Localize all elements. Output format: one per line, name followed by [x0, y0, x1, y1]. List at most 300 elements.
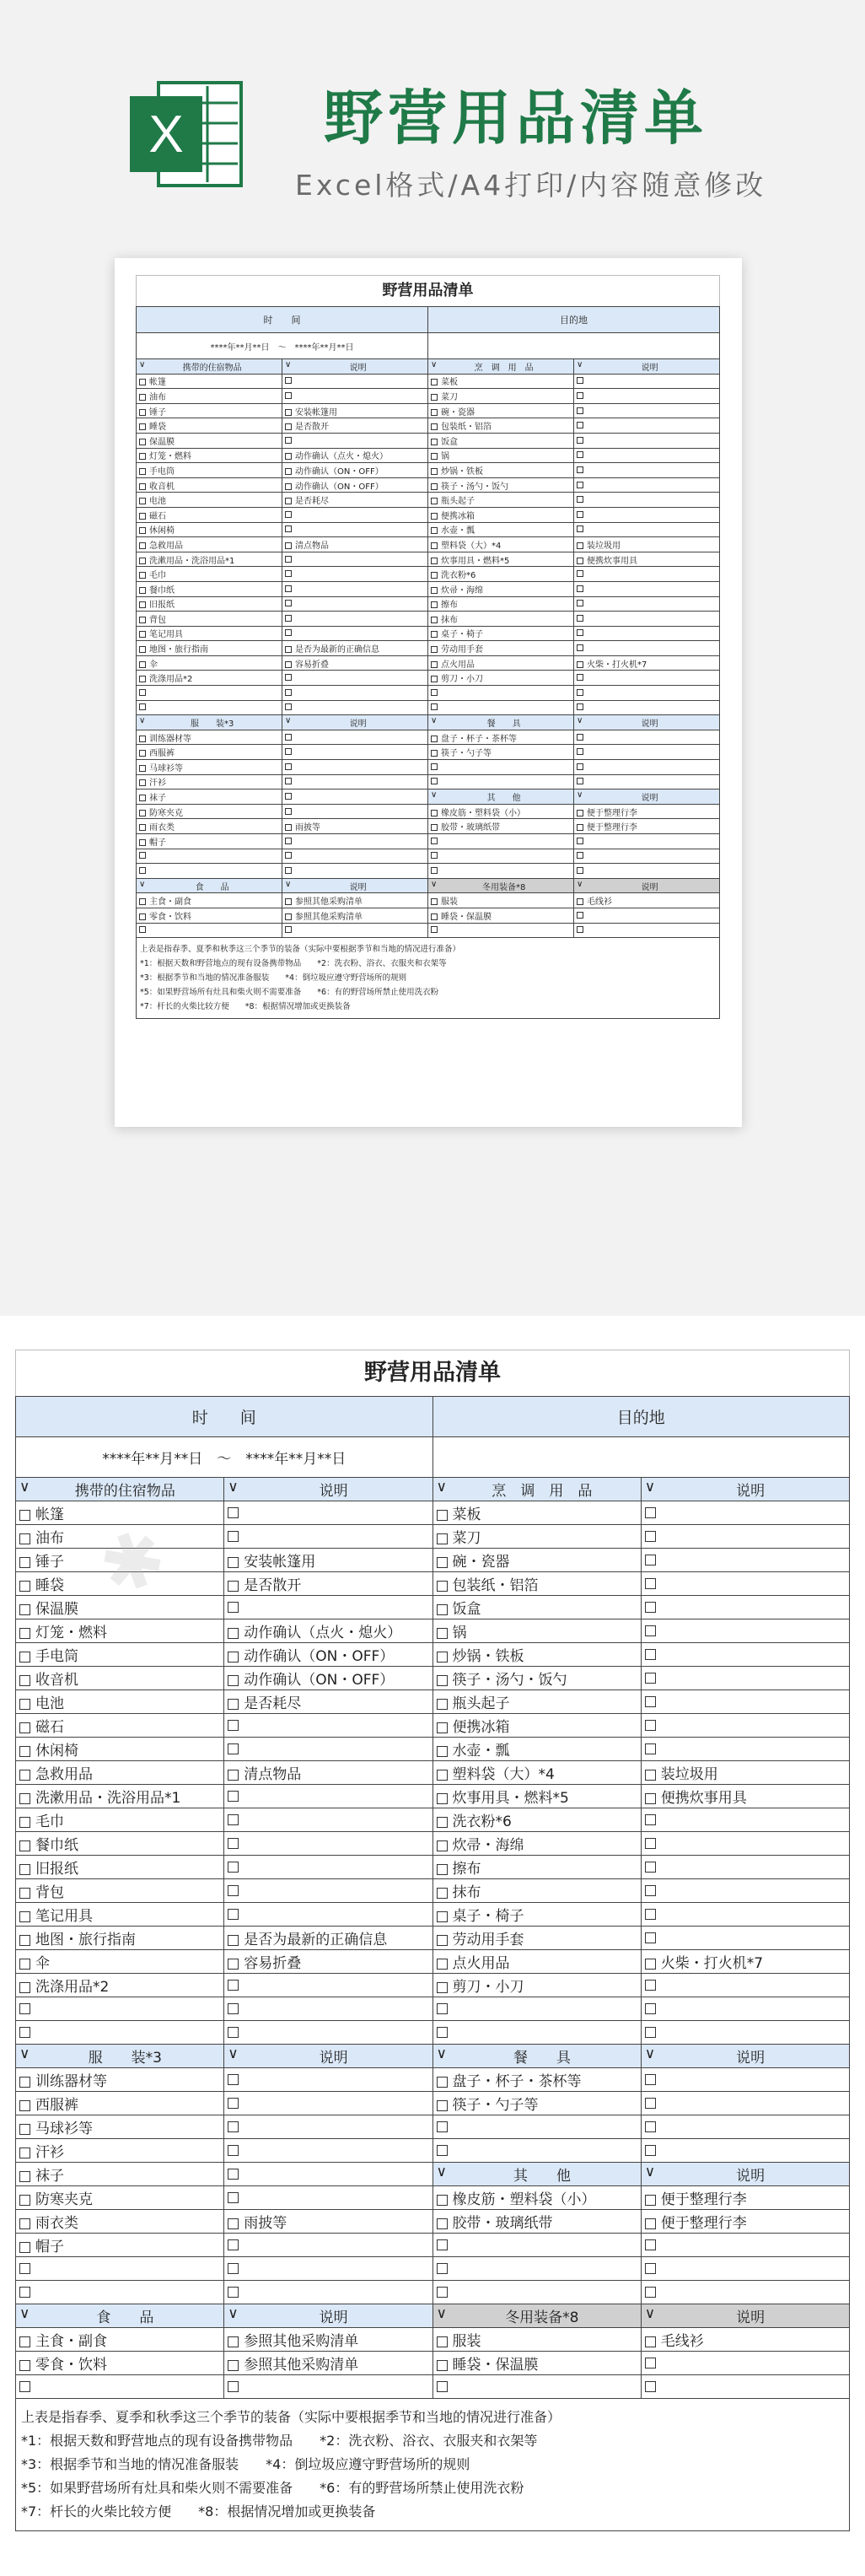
checkbox[interactable] — [431, 926, 438, 933]
checkbox[interactable] — [645, 1793, 656, 1804]
checkbox[interactable] — [285, 867, 292, 874]
checkbox[interactable] — [19, 1557, 30, 1568]
checkbox[interactable] — [19, 2381, 30, 2392]
checkbox[interactable] — [228, 2145, 239, 2156]
checkbox[interactable] — [431, 468, 438, 475]
checkbox[interactable] — [228, 1675, 239, 1686]
checkbox[interactable] — [228, 2381, 239, 2392]
checkbox[interactable] — [285, 734, 292, 741]
checkbox[interactable] — [139, 617, 146, 623]
checkbox[interactable] — [285, 377, 292, 384]
checkbox[interactable] — [228, 2121, 239, 2132]
checkbox[interactable] — [431, 661, 438, 668]
checkbox[interactable] — [437, 2100, 448, 2111]
checkbox[interactable] — [437, 2287, 448, 2298]
chevron-down-icon[interactable]: ∨ — [285, 359, 292, 369]
checkbox[interactable] — [285, 615, 292, 622]
checkbox[interactable] — [645, 1649, 656, 1660]
checkbox[interactable] — [577, 525, 583, 532]
checkbox[interactable] — [285, 778, 292, 784]
checkbox[interactable] — [228, 2287, 239, 2298]
checkbox[interactable] — [577, 644, 583, 651]
checkbox[interactable] — [431, 527, 438, 534]
checkbox[interactable] — [645, 1625, 656, 1636]
checkbox[interactable] — [139, 409, 146, 416]
checkbox[interactable] — [577, 451, 583, 458]
checkbox[interactable] — [19, 1722, 30, 1733]
checkbox[interactable] — [431, 750, 438, 757]
destination-value[interactable] — [428, 333, 720, 359]
checkbox[interactable] — [19, 2195, 30, 2206]
checkbox[interactable] — [19, 2242, 30, 2253]
checkbox[interactable] — [285, 661, 292, 668]
checkbox[interactable] — [431, 810, 438, 816]
checkbox[interactable] — [431, 439, 438, 445]
checkbox[interactable] — [228, 2192, 239, 2203]
checkbox[interactable] — [228, 1862, 239, 1873]
checkbox[interactable] — [431, 572, 438, 579]
checkbox[interactable] — [577, 511, 583, 518]
checkbox[interactable] — [431, 379, 438, 385]
checkbox[interactable] — [139, 483, 146, 490]
checkbox[interactable] — [19, 2027, 30, 2038]
checkbox[interactable] — [228, 1909, 239, 1920]
checkbox[interactable] — [437, 2360, 448, 2371]
checkbox[interactable] — [139, 646, 146, 653]
checkbox[interactable] — [431, 838, 438, 844]
checkbox[interactable] — [139, 852, 146, 859]
checkbox[interactable] — [19, 1628, 30, 1639]
checkbox[interactable] — [577, 558, 583, 564]
checkbox[interactable] — [437, 1817, 448, 1828]
checkbox[interactable] — [285, 570, 292, 577]
checkbox[interactable] — [285, 748, 292, 755]
checkbox[interactable] — [577, 661, 583, 668]
checkbox[interactable] — [437, 2121, 448, 2132]
checkbox[interactable] — [431, 689, 438, 696]
checkbox[interactable] — [437, 1675, 448, 1686]
checkbox[interactable] — [431, 601, 438, 608]
checkbox[interactable] — [645, 2381, 656, 2392]
checkbox[interactable] — [19, 1959, 30, 1970]
checkbox[interactable] — [228, 1557, 239, 1568]
checkbox[interactable] — [228, 1531, 239, 1542]
checkbox[interactable] — [577, 570, 583, 577]
checkbox[interactable] — [19, 2171, 30, 2182]
checkbox[interactable] — [645, 1909, 656, 1920]
checkbox[interactable] — [139, 631, 146, 638]
checkbox[interactable] — [645, 2239, 656, 2250]
date-range[interactable]: ****年**月**日 ～ ****年**月**日 — [16, 1437, 433, 1478]
checkbox[interactable] — [285, 525, 292, 532]
chevron-down-icon[interactable]: ∨ — [228, 1479, 239, 1495]
chevron-down-icon[interactable]: ∨ — [19, 2045, 30, 2062]
checkbox[interactable] — [139, 736, 146, 742]
chevron-down-icon[interactable]: ∨ — [139, 879, 146, 889]
checkbox[interactable] — [285, 703, 292, 710]
chevron-down-icon[interactable]: ∨ — [436, 2305, 447, 2322]
checkbox[interactable] — [437, 2218, 448, 2229]
checkbox[interactable] — [437, 1604, 448, 1615]
checkbox[interactable] — [645, 1743, 656, 1754]
checkbox[interactable] — [285, 793, 292, 800]
checkbox[interactable] — [228, 1838, 239, 1849]
checkbox[interactable] — [431, 483, 438, 490]
checkbox[interactable] — [139, 765, 146, 772]
checkbox[interactable] — [431, 913, 438, 920]
checkbox[interactable] — [139, 810, 146, 816]
checkbox[interactable] — [437, 2003, 448, 2014]
checkbox[interactable] — [285, 763, 292, 770]
checkbox[interactable] — [285, 556, 292, 563]
checkbox[interactable] — [139, 513, 146, 520]
checkbox[interactable] — [431, 542, 438, 549]
checkbox[interactable] — [437, 1746, 448, 1757]
chevron-down-icon[interactable]: ∨ — [19, 2305, 30, 2322]
checkbox[interactable] — [19, 1770, 30, 1781]
checkbox[interactable] — [431, 617, 438, 623]
checkbox[interactable] — [139, 558, 146, 564]
checkbox[interactable] — [139, 750, 146, 757]
checkbox[interactable] — [19, 1581, 30, 1592]
checkbox[interactable] — [577, 867, 583, 874]
checkbox[interactable] — [285, 689, 292, 696]
checkbox[interactable] — [437, 1510, 448, 1521]
chevron-down-icon[interactable]: ∨ — [431, 359, 438, 369]
checkbox[interactable] — [437, 1533, 448, 1544]
checkbox[interactable] — [19, 1510, 30, 1521]
checkbox[interactable] — [577, 466, 583, 473]
checkbox[interactable] — [645, 1602, 656, 1613]
checkbox[interactable] — [228, 1814, 239, 1825]
checkbox[interactable] — [285, 542, 292, 549]
checkbox[interactable] — [285, 808, 292, 815]
chevron-down-icon[interactable]: ∨ — [644, 2305, 656, 2322]
checkbox[interactable] — [285, 511, 292, 518]
checkbox[interactable] — [285, 453, 292, 460]
checkbox[interactable] — [645, 1578, 656, 1589]
checkbox[interactable] — [577, 542, 583, 549]
checkbox[interactable] — [645, 1862, 656, 1873]
checkbox[interactable] — [577, 810, 583, 816]
checkbox[interactable] — [577, 852, 583, 859]
checkbox[interactable] — [431, 763, 438, 770]
checkbox[interactable] — [285, 926, 292, 933]
checkbox[interactable] — [228, 1959, 239, 1970]
checkbox[interactable] — [139, 468, 146, 475]
checkbox[interactable] — [228, 2360, 239, 2371]
checkbox[interactable] — [19, 2124, 30, 2135]
checkbox[interactable] — [285, 423, 292, 430]
checkbox[interactable] — [228, 1699, 239, 1710]
checkbox[interactable] — [645, 1980, 656, 1991]
checkbox[interactable] — [228, 1581, 239, 1592]
checkbox[interactable] — [228, 1652, 239, 1663]
checkbox[interactable] — [285, 824, 292, 831]
checkbox[interactable] — [577, 585, 583, 592]
checkbox[interactable] — [437, 2027, 448, 2038]
checkbox[interactable] — [645, 1959, 656, 1970]
checkbox[interactable] — [19, 1911, 30, 1922]
checkbox[interactable] — [228, 1980, 239, 1991]
checkbox[interactable] — [228, 2239, 239, 2250]
chevron-down-icon[interactable]: ∨ — [436, 2164, 447, 2180]
chevron-down-icon[interactable]: ∨ — [577, 359, 583, 369]
checkbox[interactable] — [645, 1932, 656, 1943]
checkbox[interactable] — [19, 1793, 30, 1804]
destination-value[interactable] — [432, 1437, 850, 1478]
checkbox[interactable] — [431, 898, 438, 905]
checkbox[interactable] — [139, 898, 146, 905]
checkbox[interactable] — [228, 2169, 239, 2180]
checkbox[interactable] — [437, 1888, 448, 1899]
checkbox[interactable] — [19, 2263, 30, 2274]
checkbox[interactable] — [285, 498, 292, 504]
checkbox[interactable] — [285, 674, 292, 681]
checkbox[interactable] — [577, 600, 583, 606]
checkbox[interactable] — [577, 407, 583, 414]
checkbox[interactable] — [431, 867, 438, 874]
checkbox[interactable] — [139, 779, 146, 786]
checkbox[interactable] — [139, 527, 146, 534]
checkbox[interactable] — [228, 1935, 239, 1946]
checkbox[interactable] — [19, 2003, 30, 2014]
checkbox[interactable] — [645, 2074, 656, 2085]
checkbox[interactable] — [431, 423, 438, 430]
checkbox[interactable] — [645, 2218, 656, 2229]
chevron-down-icon[interactable]: ∨ — [436, 1479, 447, 1495]
checkbox[interactable] — [645, 1531, 656, 1542]
chevron-down-icon[interactable]: ∨ — [644, 2164, 656, 2180]
checkbox[interactable] — [645, 2121, 656, 2132]
checkbox[interactable] — [228, 2336, 239, 2347]
checkbox[interactable] — [645, 1555, 656, 1566]
checkbox[interactable] — [139, 453, 146, 460]
checkbox[interactable] — [228, 1507, 239, 1518]
checkbox[interactable] — [139, 394, 146, 401]
checkbox[interactable] — [139, 689, 146, 696]
checkbox[interactable] — [437, 2239, 448, 2250]
checkbox[interactable] — [19, 1675, 30, 1686]
checkbox[interactable] — [577, 926, 583, 933]
checkbox[interactable] — [431, 587, 438, 594]
checkbox[interactable] — [645, 2287, 656, 2298]
checkbox[interactable] — [19, 1935, 30, 1946]
checkbox[interactable] — [645, 1720, 656, 1731]
checkbox[interactable] — [437, 1864, 448, 1875]
checkbox[interactable] — [577, 615, 583, 622]
checkbox[interactable] — [437, 1699, 448, 1710]
checkbox[interactable] — [437, 2336, 448, 2347]
checkbox[interactable] — [228, 2027, 239, 2038]
checkbox[interactable] — [577, 838, 583, 844]
checkbox[interactable] — [139, 542, 146, 549]
checkbox[interactable] — [285, 852, 292, 859]
checkbox[interactable] — [645, 1838, 656, 1849]
checkbox[interactable] — [645, 2027, 656, 2038]
chevron-down-icon[interactable]: ∨ — [228, 2305, 239, 2322]
checkbox[interactable] — [437, 1935, 448, 1946]
checkbox[interactable] — [285, 913, 292, 920]
checkbox[interactable] — [431, 646, 438, 653]
checkbox[interactable] — [437, 1581, 448, 1592]
date-range[interactable]: ****年**月**日 ～ ****年**月**日 — [137, 333, 428, 359]
checkbox[interactable] — [228, 1602, 239, 1613]
checkbox[interactable] — [645, 2003, 656, 2014]
checkbox[interactable] — [577, 377, 583, 384]
checkbox[interactable] — [19, 1864, 30, 1875]
checkbox[interactable] — [285, 437, 292, 444]
checkbox[interactable] — [19, 2218, 30, 2229]
chevron-down-icon[interactable]: ∨ — [285, 716, 292, 726]
chevron-down-icon[interactable]: ∨ — [436, 2045, 447, 2062]
checkbox[interactable] — [437, 1840, 448, 1851]
checkbox[interactable] — [139, 423, 146, 430]
checkbox[interactable] — [139, 587, 146, 594]
checkbox[interactable] — [431, 703, 438, 710]
chevron-down-icon[interactable]: ∨ — [644, 2045, 656, 2062]
checkbox[interactable] — [577, 748, 583, 755]
checkbox[interactable] — [437, 1652, 448, 1663]
checkbox[interactable] — [645, 1885, 656, 1896]
checkbox[interactable] — [285, 392, 292, 399]
checkbox[interactable] — [431, 736, 438, 742]
checkbox[interactable] — [431, 852, 438, 859]
checkbox[interactable] — [139, 839, 146, 846]
chevron-down-icon[interactable]: ∨ — [431, 790, 438, 800]
checkbox[interactable] — [437, 2145, 448, 2156]
checkbox[interactable] — [228, 2098, 239, 2109]
checkbox[interactable] — [19, 1840, 30, 1851]
checkbox[interactable] — [431, 558, 438, 564]
chevron-down-icon[interactable]: ∨ — [577, 716, 583, 726]
checkbox[interactable] — [431, 778, 438, 784]
checkbox[interactable] — [139, 795, 146, 801]
checkbox[interactable] — [139, 926, 146, 933]
checkbox[interactable] — [437, 2195, 448, 2206]
checkbox[interactable] — [577, 674, 583, 681]
checkbox[interactable] — [431, 824, 438, 831]
checkbox[interactable] — [437, 1959, 448, 1970]
checkbox[interactable] — [645, 2145, 656, 2156]
checkbox[interactable] — [285, 600, 292, 606]
checkbox[interactable] — [19, 2360, 30, 2371]
checkbox[interactable] — [19, 1699, 30, 1710]
checkbox[interactable] — [139, 601, 146, 608]
checkbox[interactable] — [139, 572, 146, 579]
checkbox[interactable] — [431, 513, 438, 520]
checkbox[interactable] — [19, 1604, 30, 1615]
checkbox[interactable] — [437, 1911, 448, 1922]
checkbox[interactable] — [19, 1533, 30, 1544]
chevron-down-icon[interactable]: ∨ — [577, 879, 583, 889]
chevron-down-icon[interactable]: ∨ — [285, 879, 292, 889]
checkbox[interactable] — [645, 1673, 656, 1684]
checkbox[interactable] — [577, 763, 583, 770]
checkbox[interactable] — [577, 689, 583, 696]
checkbox[interactable] — [19, 2287, 30, 2298]
checkbox[interactable] — [437, 2263, 448, 2274]
checkbox[interactable] — [19, 1746, 30, 1757]
checkbox[interactable] — [645, 1814, 656, 1825]
chevron-down-icon[interactable]: ∨ — [431, 716, 438, 726]
checkbox[interactable] — [228, 1720, 239, 1731]
checkbox[interactable] — [645, 2098, 656, 2109]
checkbox[interactable] — [19, 1888, 30, 1899]
checkbox[interactable] — [437, 1982, 448, 1993]
checkbox[interactable] — [285, 585, 292, 592]
checkbox[interactable] — [645, 1696, 656, 1707]
checkbox[interactable] — [228, 1743, 239, 1754]
checkbox[interactable] — [139, 498, 146, 504]
checkbox[interactable] — [19, 1652, 30, 1663]
checkbox[interactable] — [577, 392, 583, 399]
checkbox[interactable] — [139, 379, 146, 385]
checkbox[interactable] — [285, 898, 292, 905]
checkbox[interactable] — [228, 1885, 239, 1896]
checkbox[interactable] — [577, 482, 583, 488]
chevron-down-icon[interactable]: ∨ — [431, 879, 438, 889]
checkbox[interactable] — [228, 1628, 239, 1639]
checkbox[interactable] — [431, 676, 438, 682]
checkbox[interactable] — [19, 1982, 30, 1993]
checkbox[interactable] — [285, 409, 292, 416]
checkbox[interactable] — [285, 629, 292, 636]
checkbox[interactable] — [577, 437, 583, 444]
checkbox[interactable] — [139, 824, 146, 831]
checkbox[interactable] — [431, 631, 438, 638]
chevron-down-icon[interactable]: ∨ — [19, 1479, 30, 1495]
checkbox[interactable] — [139, 913, 146, 920]
checkbox[interactable] — [577, 422, 583, 428]
chevron-down-icon[interactable]: ∨ — [139, 716, 146, 726]
checkbox[interactable] — [645, 2336, 656, 2347]
checkbox[interactable] — [577, 734, 583, 741]
chevron-down-icon[interactable]: ∨ — [577, 790, 583, 800]
chevron-down-icon[interactable]: ∨ — [644, 1479, 656, 1495]
checkbox[interactable] — [577, 824, 583, 831]
checkbox[interactable] — [285, 483, 292, 490]
checkbox[interactable] — [437, 2381, 448, 2392]
checkbox[interactable] — [645, 1507, 656, 1518]
checkbox[interactable] — [19, 2100, 30, 2111]
checkbox[interactable] — [139, 439, 146, 445]
checkbox[interactable] — [431, 409, 438, 416]
checkbox[interactable] — [19, 1817, 30, 1828]
checkbox[interactable] — [577, 496, 583, 503]
chevron-down-icon[interactable]: ∨ — [228, 2045, 239, 2062]
checkbox[interactable] — [437, 1557, 448, 1568]
checkbox[interactable] — [228, 2074, 239, 2085]
checkbox[interactable] — [431, 394, 438, 401]
checkbox[interactable] — [645, 2358, 656, 2369]
checkbox[interactable] — [139, 867, 146, 874]
checkbox[interactable] — [228, 1791, 239, 1802]
checkbox[interactable] — [285, 838, 292, 844]
checkbox[interactable] — [431, 498, 438, 504]
checkbox[interactable] — [645, 1770, 656, 1781]
checkbox[interactable] — [437, 1770, 448, 1781]
checkbox[interactable] — [577, 629, 583, 636]
checkbox[interactable] — [228, 2218, 239, 2229]
checkbox[interactable] — [19, 2148, 30, 2158]
checkbox[interactable] — [437, 1722, 448, 1733]
checkbox[interactable] — [577, 898, 583, 905]
checkbox[interactable] — [437, 1628, 448, 1639]
checkbox[interactable] — [228, 2263, 239, 2274]
checkbox[interactable] — [577, 703, 583, 710]
checkbox[interactable] — [437, 2077, 448, 2088]
